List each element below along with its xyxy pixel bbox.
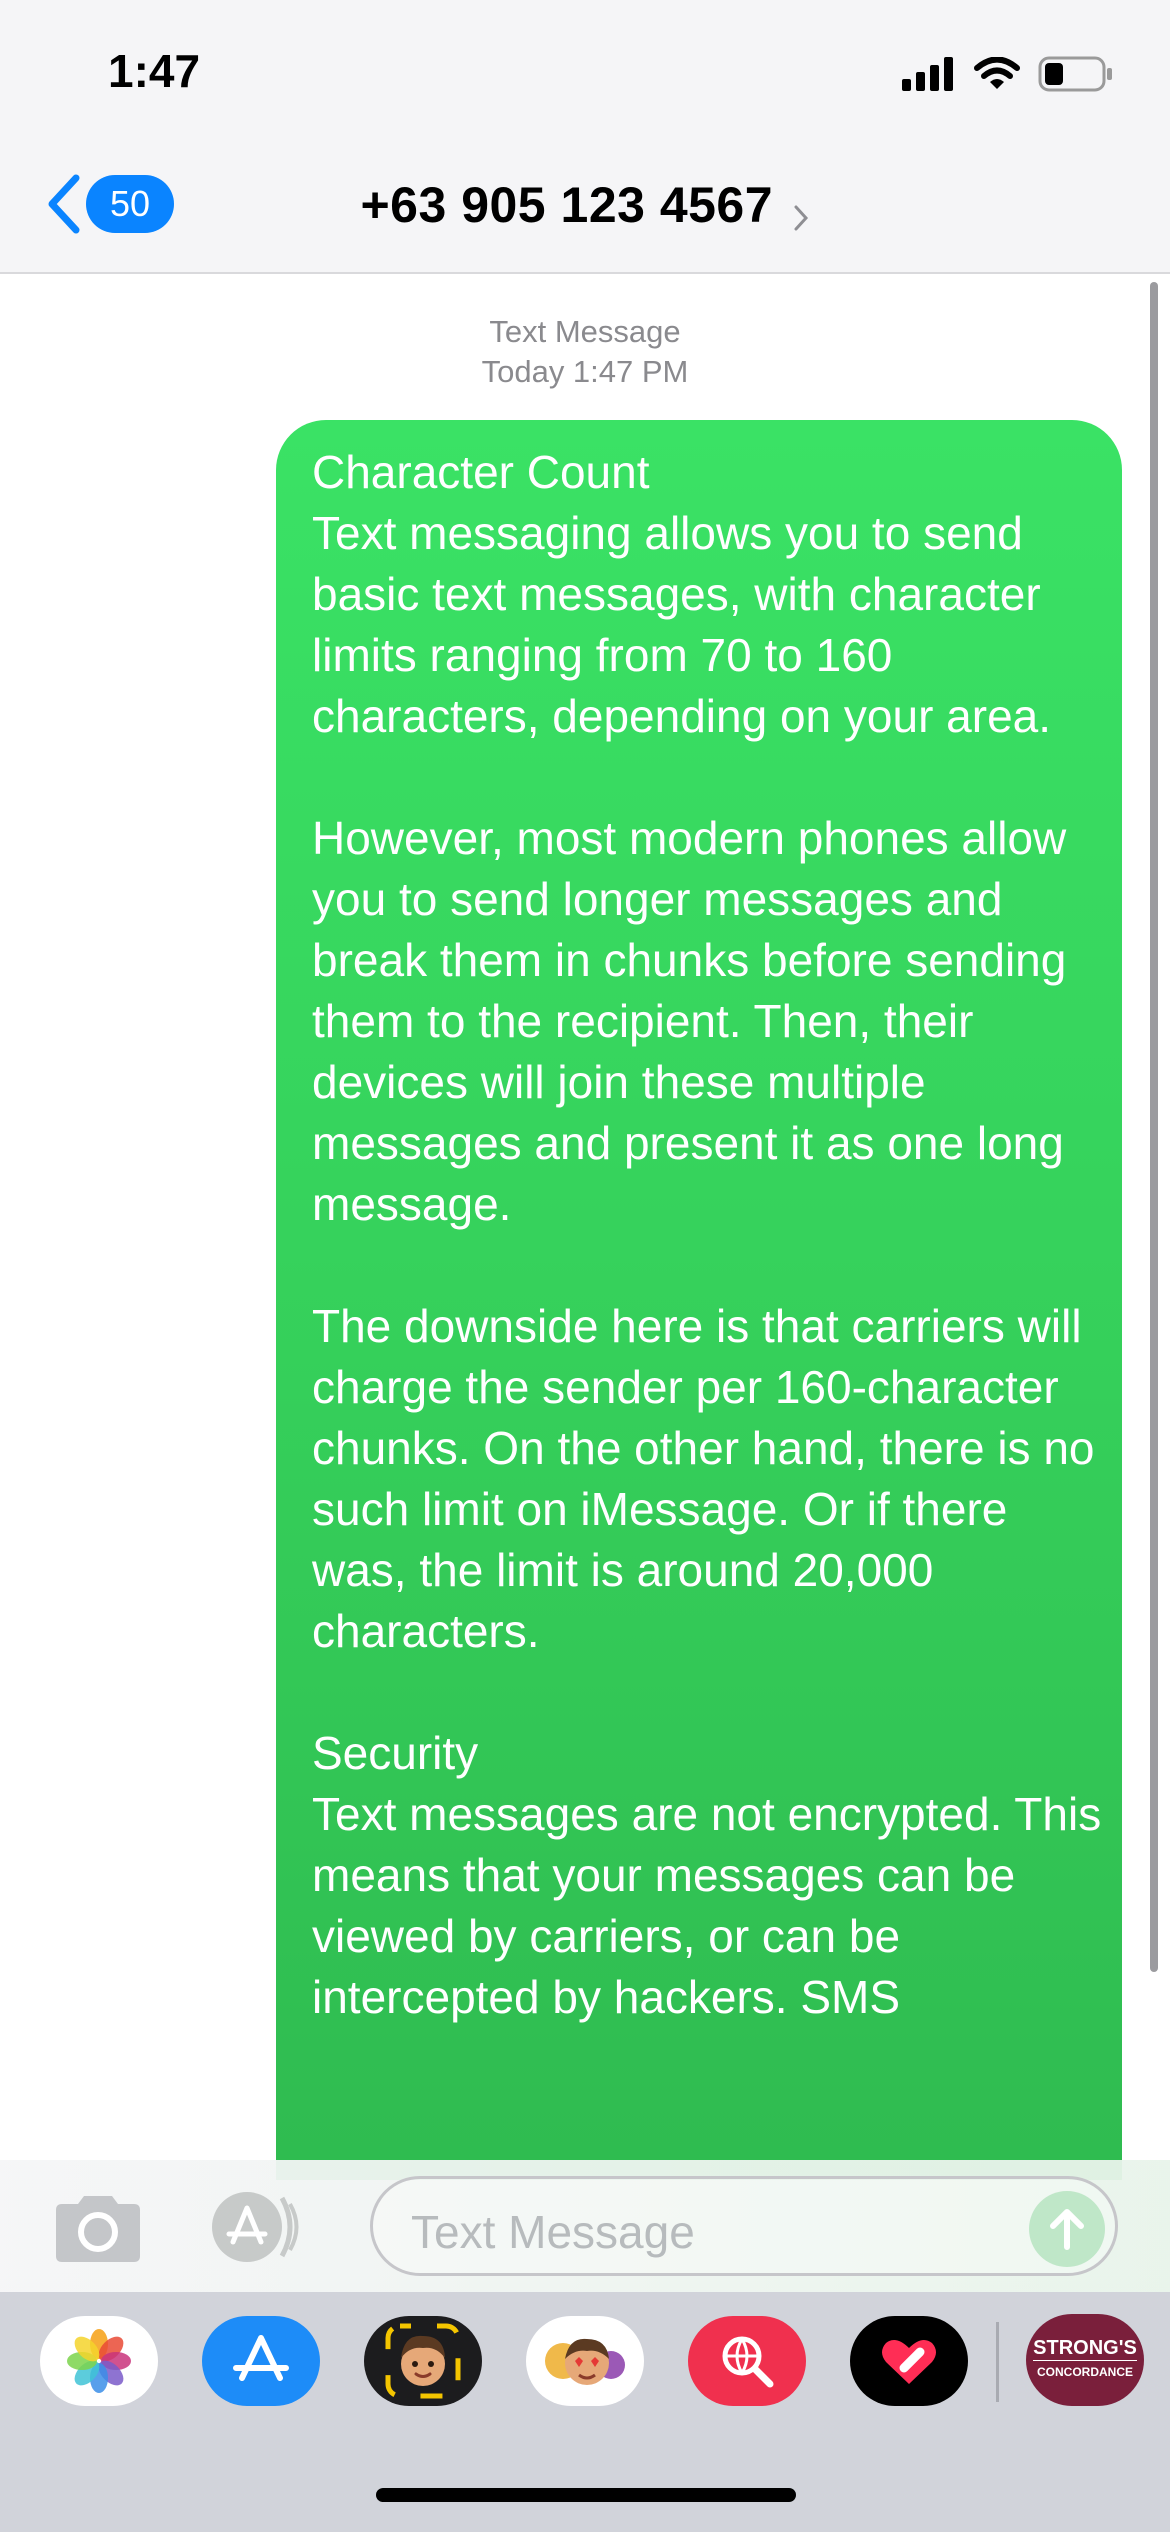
message-meta xyxy=(0,312,1170,392)
web-search-icon xyxy=(712,2326,782,2396)
app-store-app-button[interactable] xyxy=(202,2316,320,2406)
sent-message-bubble[interactable] xyxy=(276,420,1122,2180)
scrollbar[interactable] xyxy=(1150,282,1158,1972)
wifi-icon xyxy=(974,57,1020,91)
message-text: Character Count Text messaging allows you to send basic text messages, with character limits ranging from 70 to 160 characters, depending on your area. However, most modern phones allow you to send longer messages and break them in chunks before sending them to the recipient. Then, their devices will join these multiple messages and present it as one long message. The downside here is that carriers will charge the sender per 160-character chunks. On the other hand, there is no such limit on iMessage. Or if there was, the limit is around 20,000 characters. Security Text messages are not encrypted. This means that your messages can be viewed by carriers, or can be intercepted by hackers. SMS xyxy=(312,446,1102,2023)
digital-touch-app-button[interactable] xyxy=(850,2316,968,2406)
strongs-concordance-app-button[interactable] xyxy=(1026,2314,1144,2406)
photos-icon xyxy=(64,2326,134,2396)
contact-header[interactable] xyxy=(0,176,1170,234)
photos-app-button[interactable] xyxy=(40,2316,158,2406)
drawer-divider xyxy=(996,2322,999,2402)
message-input[interactable] xyxy=(370,2176,1118,2276)
navigation-header xyxy=(0,0,1170,274)
web-search-app-button[interactable] xyxy=(688,2316,806,2406)
digital-touch-icon xyxy=(874,2326,944,2396)
battery-icon xyxy=(1038,56,1114,92)
app-store-icon xyxy=(226,2326,296,2396)
arrow-up-icon xyxy=(1047,2207,1087,2251)
cellular-signal-icon xyxy=(902,57,956,91)
message-input-placeholder: Text Message xyxy=(411,2206,695,2258)
contact-title[interactable]: +63 905 123 4567 xyxy=(360,177,774,233)
chevron-right-icon xyxy=(792,204,810,232)
memoji-icon xyxy=(378,2316,468,2406)
memoji-app-button[interactable] xyxy=(364,2316,482,2406)
status-icons xyxy=(902,50,1114,98)
send-button[interactable] xyxy=(1029,2191,1105,2267)
strongs-concordance-icon xyxy=(1033,2336,1137,2382)
composer-bar xyxy=(0,2160,1170,2292)
app-store-apps-icon[interactable] xyxy=(210,2190,320,2264)
memoji-stickers-app-button[interactable] xyxy=(526,2316,644,2406)
camera-icon[interactable] xyxy=(50,2192,146,2264)
service-label: Text Message xyxy=(489,314,681,349)
animoji-stickers-icon xyxy=(535,2321,635,2401)
strongs-label-line2: CONCORDANCE xyxy=(1033,2360,1137,2382)
home-indicator[interactable] xyxy=(376,2488,796,2502)
unread-count-badge: 50 xyxy=(86,175,174,233)
status-time: 1:47 xyxy=(108,45,201,97)
message-timestamp: Today 1:47 PM xyxy=(481,354,689,389)
strongs-label-line1: STRONG'S xyxy=(1033,2336,1137,2359)
